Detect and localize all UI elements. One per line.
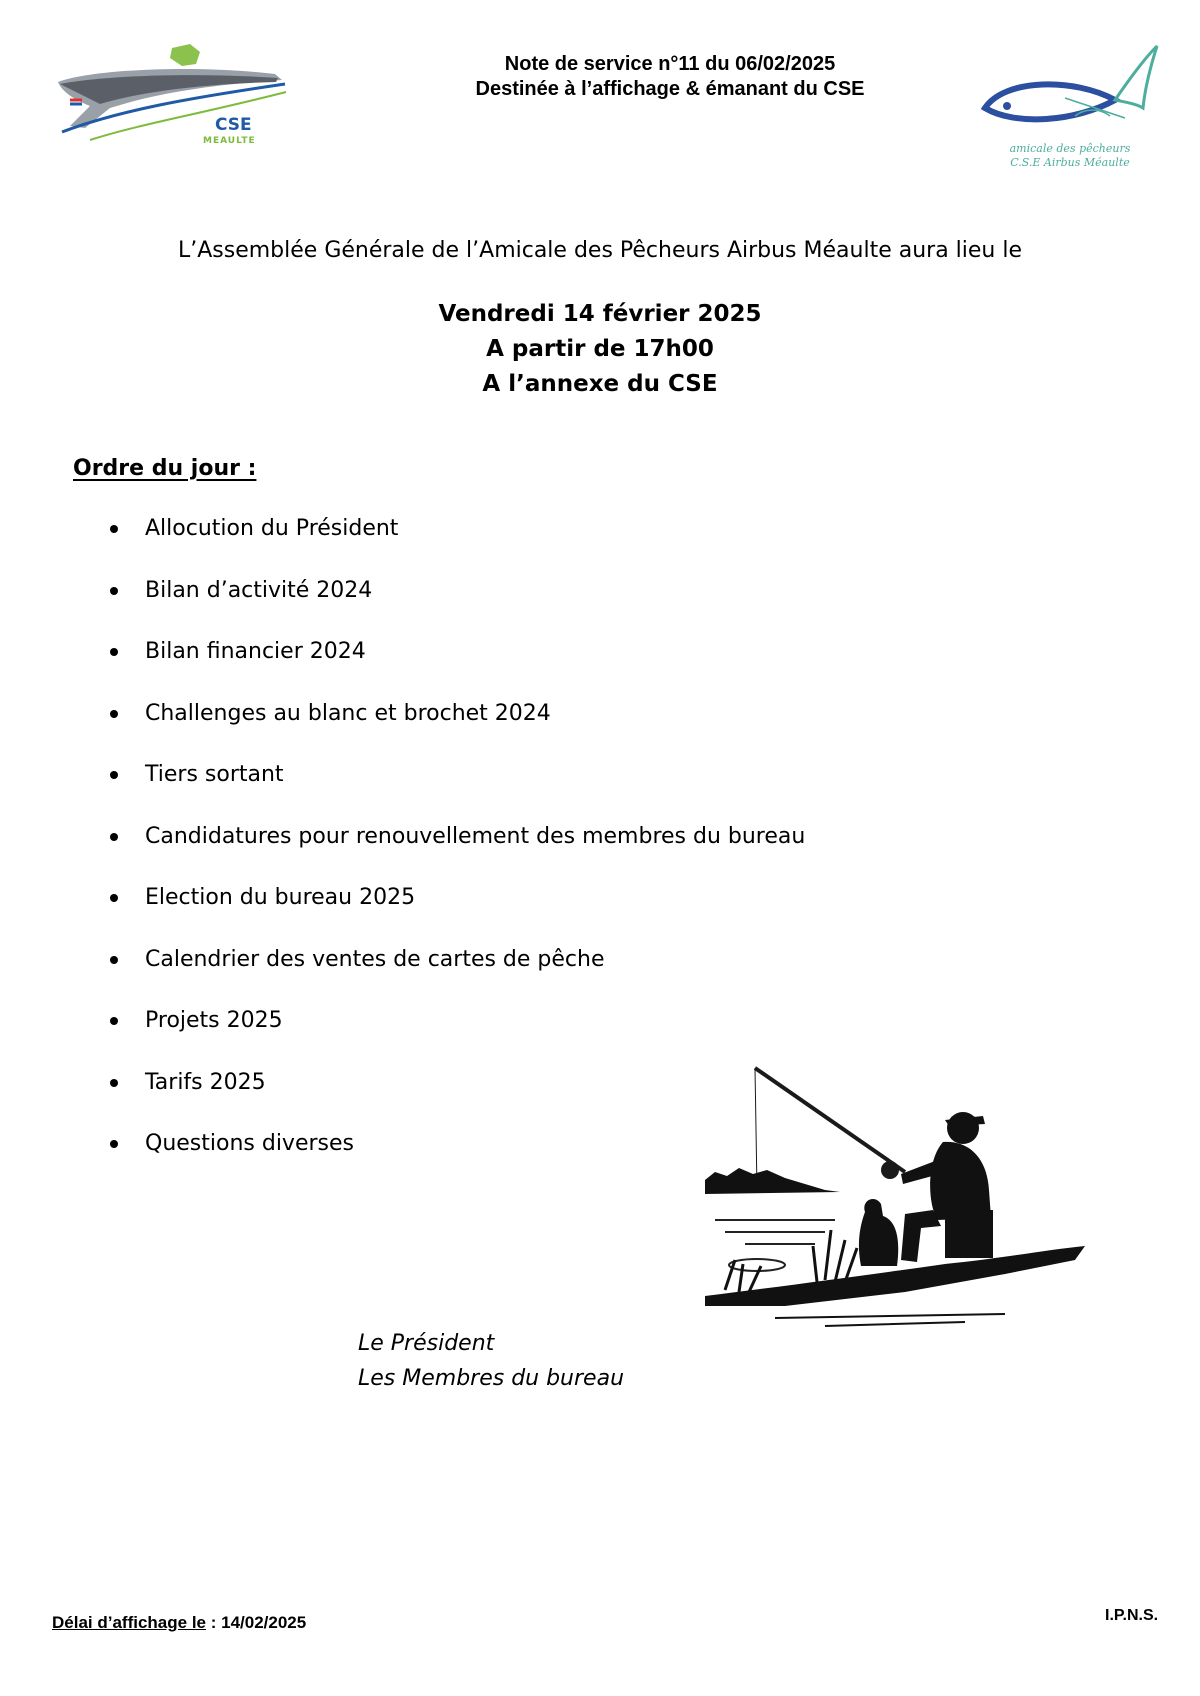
ipns-mention: I.P.N.S.	[1105, 1607, 1159, 1624]
amicale-logo-line2: C.S.E Airbus Méaulte	[1010, 156, 1130, 169]
service-note-header	[330, 52, 1010, 102]
amicale-logo-line1: amicale des pêcheurs	[1009, 142, 1131, 155]
cse-logo-subtext: MEAULTE	[203, 136, 256, 146]
agenda-item: Bilan d’activité 2024	[108, 577, 805, 639]
cse-meaulte-logo	[50, 40, 290, 155]
note-number-line: Note de service n°11 du 06/02/2025	[504, 53, 836, 75]
agenda-item: Challenges au blanc et brochet 2024	[108, 700, 805, 762]
agenda-item: Projets 2025	[108, 1007, 805, 1069]
fish-icon	[965, 38, 1175, 148]
agenda-item: Bilan financier 2024	[108, 638, 805, 700]
signature-board-members: Les Membres du bureau	[358, 1366, 625, 1391]
agenda-list	[108, 515, 805, 1192]
event-place: A l’annexe du CSE	[482, 371, 718, 397]
agenda-item: Tiers sortant	[108, 761, 805, 823]
fisherman-illustration	[705, 1060, 1085, 1330]
agenda-item: Candidatures pour renouvellement des membres du bureau	[108, 823, 805, 885]
agenda-item: Calendrier des ventes de cartes de pêche	[108, 946, 805, 1008]
event-date: Vendredi 14 février 2025	[438, 301, 762, 327]
note-purpose-line: Destinée à l’affichage & émanant du CSE	[475, 78, 865, 100]
posting-deadline-label: Délai d’affichage le	[52, 1613, 206, 1632]
posting-deadline-separator: :	[206, 1613, 222, 1632]
agenda-item: Tarifs 2025	[108, 1069, 805, 1131]
fisherman-with-dog-icon	[705, 1060, 1085, 1330]
posting-deadline	[52, 1613, 306, 1633]
signature-president: Le Président	[358, 1331, 495, 1356]
event-time: A partir de 17h00	[486, 336, 714, 362]
intro-text: L’Assemblée Générale de l’Amicale des Pêcheurs Airbus Méaulte aura lieu le	[177, 238, 1023, 263]
signature-block	[358, 1326, 624, 1396]
cse-logo-word: CSE	[215, 115, 252, 135]
event-details	[300, 297, 900, 402]
agenda-item: Questions diverses	[108, 1130, 805, 1192]
agenda-title: Ordre du jour :	[73, 456, 257, 481]
amicale-pecheurs-logo	[965, 38, 1175, 178]
agenda-item: Allocution du Président	[108, 515, 805, 577]
agenda-item: Election du bureau 2025	[108, 884, 805, 946]
posting-deadline-value: 14/02/2025	[221, 1613, 307, 1632]
